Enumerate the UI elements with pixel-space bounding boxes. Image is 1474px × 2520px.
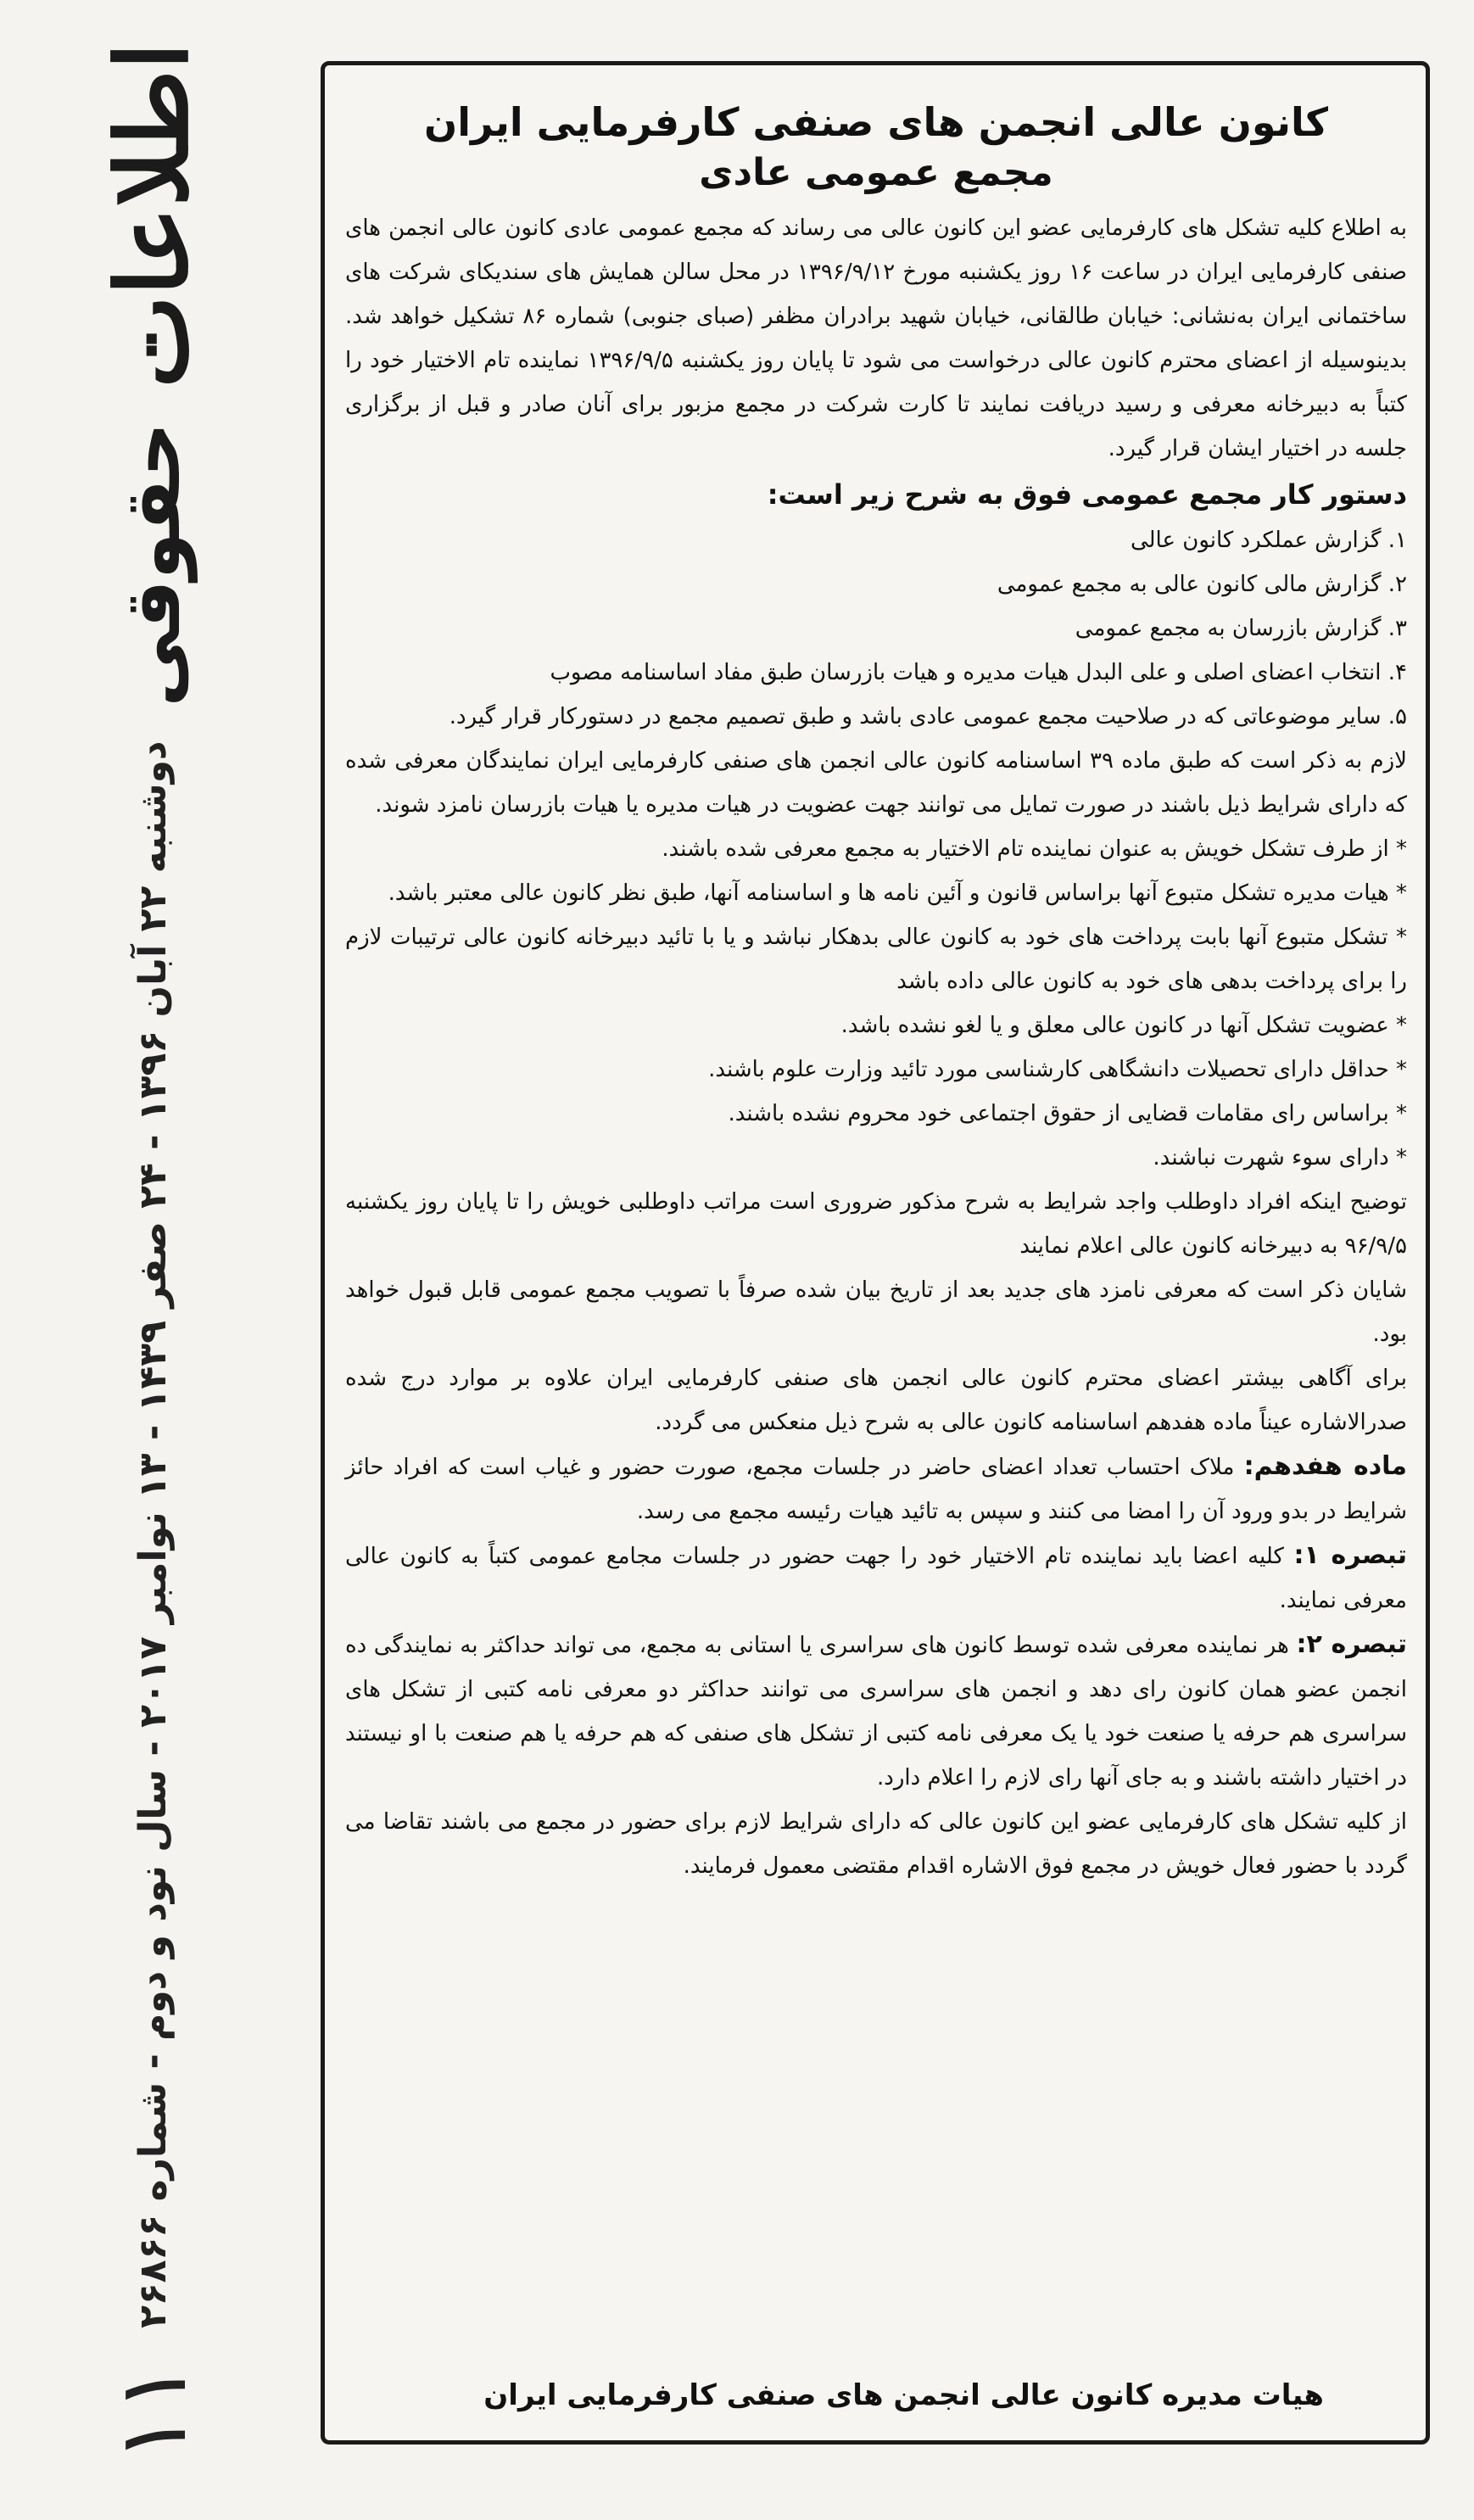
- note-2-text: هر نماینده معرفی شده توسط کانون های سراسری یا استانی به مجمع، می تواند حداکثر به نمایندگی ده انجمن عضو همان کانون رای دهد و انجمن های سراسری می توانند حداکثر دو معرفی نامه کتبی از تشکل های سراسری هم حرفه یا صنعت خود یا یک معرفی نامه کتبی از تشکل های صنفی که هم حرفه یا هم صنعت با او نیستند در اختیار داشته باشند و به جای آنها رای لازم را اعلام دارد.: [345, 1633, 1407, 1791]
- newspaper-logo: اطلاعات: [95, 42, 210, 388]
- agenda-item: ۴. انتخاب اعضای اصلی و علی البدل هیات مدیره و هیات بازرسان طبق مفاد اساسنامه مصوب: [550, 660, 1407, 685]
- note-1-label: تبصره ۱:: [1293, 1540, 1407, 1570]
- condition-item: * عضویت تشکل آنها در کانون عالی معلق و یا لغو نشده باشد.: [840, 1013, 1407, 1038]
- eligibility-intro: لازم به ذکر است که طبق ماده ۳۹ اساسنامه کانون عالی انجمن های صنفی کارفرمایی ایران نمایندگان معرفی شده که دارای شرایط ذیل باشند در صورت تمایل می توانند جهت عضویت در هیات مدیره یا هیات بازرسان نامزد شوند.: [345, 748, 1407, 818]
- agenda-item: ۱. گزارش عملکرد کانون عالی: [1130, 528, 1407, 553]
- note-1: [345, 1534, 1407, 1623]
- candidacy-note: توضیح اینکه افراد داوطلب واجد شرایط به شرح مذکور ضروری است مراتب داوطلبی خویش را تا پایان روز یکشنبه ۹۶/۹/۵ به دبیرخانه کانون عالی اعلام نمایند: [345, 1189, 1407, 1259]
- new-candidates-note: شایان ذکر است که معرفی نامزد های جدید بعد از تاریخ بیان شده صرفاً با تصویب مجمع عمومی قابل قبول خواهد بود.: [345, 1277, 1407, 1347]
- agenda-item: ۳. گزارش بازرسان به مجمع عمومی: [1075, 616, 1407, 641]
- notice-intro: به اطلاع کلیه تشکل های کارفرمایی عضو این کانون عالی می رساند که مجمع عمومی عادی کانون عالی انجمن های صنفی کارفرمایی ایران در ساعت ۱۶ روز یکشنبه مورخ ۱۳۹۶/۹/۱۲ در محل سالن همایش های سندیکای شرکت های ساختمانی ایران به‌نشانی: خیابان طالقانی، خیابان شهید برادران مظفر (صبای جنوبی) شماره ۸۶ تشکیل خواهد شد. بدینوسیله از اعضای محترم کانون عالی درخواست می شود تا پایان روز یکشنبه ۱۳۹۶/۹/۵ نماینده تام الاختیار خود را کتباً به دبیرخانه معرفی و رسید دریافت نمایند تا کارت شرکت در مجمع مزبور برای آنان صادر و قبل از برگزاری جلسه در اختیار ایشان قرار گیرد.: [345, 215, 1407, 461]
- section-title: حقوقی: [108, 422, 198, 707]
- condition-item: * براساس رای مقامات قضایی از حقوق اجتماعی خود محروم نشده باشند.: [728, 1101, 1407, 1126]
- agenda-item: ۲. گزارش مالی کانون عالی به مجمع عمومی: [997, 572, 1407, 597]
- closing-request: از کلیه تشکل های کارفرمایی عضو این کانون عالی که دارای شرایط لازم برای حضور در مجمع می باشند تقاضا می گردد با حضور فعال خویش در مجمع فوق الاشاره اقدام مقتضی معمول فرمایند.: [345, 1809, 1407, 1879]
- page-number: ۱۱: [98, 2362, 207, 2463]
- agenda-heading: دستور کار مجمع عمومی فوق به شرح زیر است:: [767, 478, 1407, 511]
- notice-subtitle: مجمع عمومی عادی: [699, 151, 1053, 194]
- note-2-label: تبصره ۲:: [1296, 1629, 1407, 1659]
- condition-item: * از طرف تشکل خویش به عنوان نماینده تام الاختیار به مجمع معرفی شده باشند.: [662, 836, 1407, 862]
- issue-date-line: دوشنبه ۲۲ آبان ۱۳۹۶ - ۲۴ صفر ۱۴۳۹ - ۱۳ نوامبر ۲۰۱۷ - سال نود و دوم - شماره ۲۶۸۶۶: [131, 740, 175, 2329]
- condition-item: * دارای سوء شهرت نباشند.: [1153, 1145, 1407, 1171]
- note-2: [345, 1623, 1407, 1800]
- eligibility-conditions: [345, 827, 1407, 1180]
- article-17: [345, 1444, 1407, 1534]
- official-notice: [321, 61, 1430, 2445]
- article-17-text: ملاک احتساب تعداد اعضای حاضر در جلسات مجمع، صورت حضور و غیاب است که افراد حائز شرایط در بدو ورود آن را امضا می کنند و سپس به تائید هیات رئیسه مجمع می رسد.: [345, 1455, 1407, 1524]
- note-1-text: کلیه اعضا باید نماینده تام الاختیار خود را جهت حضور در جلسات مجامع عمومی کتباً به کانون عالی معرفی نمایند.: [345, 1544, 1407, 1613]
- agenda-item: ۵. سایر موضوعاتی که در صلاحیت مجمع عمومی عادی باشد و طبق تصمیم مجمع در دستورکار قرار گیرد.: [449, 704, 1407, 729]
- condition-item: * تشکل متبوع آنها بابت پرداخت های خود به کانون عالی بدهکار نباشد و یا با تائید دبیرخانه کانون عالی ترتیبات لازم را برای پرداخت بدهی های خود به کانون عالی داده باشد: [345, 925, 1407, 994]
- notice-title: کانون عالی انجمن های صنفی کارفرمایی ایران: [423, 99, 1329, 145]
- article-17-label: ماده هفدهم:: [1243, 1451, 1408, 1481]
- article-intro: برای آگاهی بیشتر اعضای محترم کانون عالی انجمن های صنفی کارفرمایی ایران علاوه بر موارد درج شده صدرالاشاره عیناً ماده هفدهم اساسنامه کانون عالی به شرح ذیل منعکس می گردد.: [345, 1366, 1407, 1435]
- margin-header-row: [95, 42, 210, 2463]
- signature: هیات مدیره کانون عالی انجمن های صنفی کارفرمایی ایران: [483, 2378, 1324, 2412]
- condition-item: * حداقل دارای تحصیلات دانشگاهی کارشناسی مورد تائید وزارت علوم باشند.: [708, 1057, 1407, 1082]
- agenda-list: [345, 518, 1407, 739]
- page-margin-header: [25, 25, 280, 2463]
- condition-item: * هیات مدیره تشکل متبوع آنها براساس قانون و آئین نامه ها و اساسنامه آنها، طبق نظر کانون عالی معتبر باشد.: [388, 880, 1407, 906]
